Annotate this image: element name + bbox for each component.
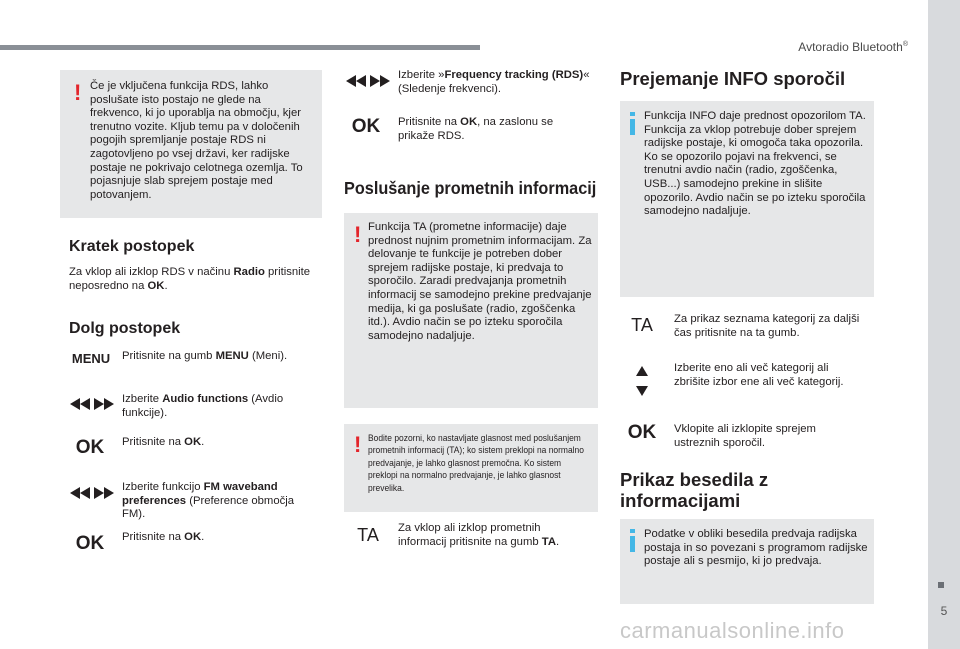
ok-button-icon: OK [75, 533, 105, 554]
ta-button-icon: TA [631, 315, 653, 335]
ta-toggle-text: Za vklop ali izklop prometnih informacij pritisnite na gumb TA. [398, 522, 560, 548]
radiotext-info-box [620, 519, 874, 604]
rds-warning-text: Če je vključena funkcija RDS, lahko poslušate isto postajo ne glede na frekvenco, ki jo uporablja na območju, kjer trenutno vozite. Kljub temu pa v določenih pogojih spremljanje postaje RDS ni zagotovljeno po vsej državi, ker radijske postaje ne pokrivajo celotnega ozemlja. To pojasnjuje slab sprejem postaje med potovanjem. [90, 80, 303, 201]
warning-icon: ! [354, 432, 362, 457]
radiotext-title: Prikaz besedila z informacijami [620, 469, 769, 511]
warning-icon: ! [354, 222, 362, 247]
info-messages-title: Prejemanje INFO sporočil [620, 68, 846, 89]
radiotext-info-text: Podatke v obliki besedila predvaja radijska postaja in so povezani s programom radijske postaje ali s pesmijo, ki jo predvaja. [644, 528, 868, 568]
step-ok-1: Pritisnite na OK. [122, 436, 205, 448]
page-number: 5 [940, 604, 948, 618]
info-box [620, 101, 874, 297]
step-audio-functions: Izberite Audio functions (Avdio funkcije). [122, 393, 284, 419]
info-icon [630, 119, 635, 135]
ok-button-icon: OK [75, 437, 105, 458]
header-rule [0, 45, 480, 50]
left-right-arrows-icon [70, 487, 114, 499]
ta-button-icon: TA [357, 525, 379, 545]
ok-button-icon: OK [351, 116, 381, 137]
ta-warning-text: Funkcija TA (prometne informacije) daje prednost nujnim prometnim informacijam. Za delovanje te funkcije je potreben dober sprejem radijske postaje, ki predvaja to sporočilo. Zaradi predvajanja prometnih informacij se samodejno prekine predvajanje medija, ki ga poslušate (radio, zgoščenka itd.). Avdio način se po izteku sporočila samodejno nadaljuje. [368, 221, 592, 342]
ok-button-icon: OK [627, 422, 657, 443]
short-procedure-title: Kratek postopek [69, 238, 195, 255]
category-select-text: Izberite eno ali več kategorij ali zbrišite izbor ene ali več kategorij. [674, 362, 844, 388]
info-icon [630, 536, 635, 552]
ta-warning-box [344, 213, 598, 408]
page-header: Avtoradio Bluetooth® [798, 40, 908, 54]
up-down-arrows-icon [636, 366, 648, 396]
step-menu: Pritisnite na gumb MENU (Meni). [122, 350, 288, 362]
step-ok-2: Pritisnite na OK. [122, 531, 205, 543]
left-right-arrows-icon [346, 75, 390, 87]
page-edge-tab [928, 0, 960, 649]
step-fm-waveband: Izberite funkcijo FM waveband preferences (Preference območja FM). [122, 481, 295, 521]
watermark: carmanualsonline.info [620, 618, 845, 643]
info-box-text: Funkcija INFO daje prednost opozorilom TA. Funkcija za vklop potrebuje dober sprejem radijske postaje, ki omogoča taka opozorila. Ko se opozorilo pojavi na frekvenci, se trenutni avdio način (radio, zgoščenka, USB...) samodejno prekine in slišite opozorilo. Avdio način se po izteku sporočila samodejno nadaljuje. [644, 110, 866, 218]
step-ok-rds: Pritisnite na OK, na zaslonu se prikaže RDS. [398, 116, 554, 142]
long-procedure-title: Dolg postopek [69, 320, 181, 337]
volume-warning-text: Bodite pozorni, ko nastavljate glasnost med poslušanjem prometnih informacij (TA); ko sistem preklopi na normalno predvajanje, je lahko glasnost premočna. Ko sistem preklopi na normalno predvajanje, je lahko glasnost prevelika. [368, 433, 584, 493]
step-frequency-tracking: Izberite »Frequency tracking (RDS)« (Sledenje frekvenci). [398, 69, 590, 95]
rds-warning-box [60, 70, 322, 218]
menu-button-icon: MENU [71, 351, 111, 366]
messages-toggle-text: Vklopite ali izklopite sprejem ustreznih sporočil. [674, 423, 816, 449]
continue-marker [938, 582, 944, 588]
warning-icon: ! [74, 80, 82, 105]
left-right-arrows-icon [70, 398, 114, 410]
traffic-info-title: Poslušanje prometnih informacij [344, 178, 597, 198]
volume-warning-box [344, 424, 598, 512]
category-list-text: Za prikaz seznama kategorij za daljši čas pritisnite na ta gumb. [674, 313, 860, 339]
short-procedure-text: Za vklop ali izklop RDS v načinu Radio pritisnite neposredno na OK. [69, 266, 311, 292]
